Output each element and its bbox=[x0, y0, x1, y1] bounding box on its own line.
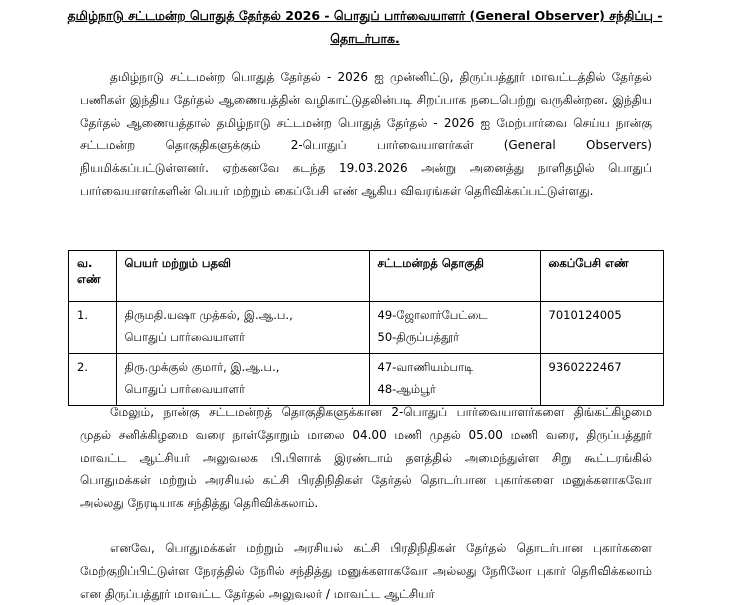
header-serial: வ. எண் bbox=[69, 251, 117, 302]
observers-table bbox=[68, 250, 664, 406]
observer-designation: பொதுப் பார்வையாளர் bbox=[124, 382, 245, 396]
row-mobile: 7010124005 bbox=[540, 302, 663, 354]
table-header-row bbox=[69, 251, 664, 302]
constituency-2: 48-ஆம்பூர் bbox=[377, 382, 436, 396]
table-row bbox=[69, 302, 664, 354]
closing-paragraph: எனவே, பொதுமக்கள் மற்றும் அரசியல் கட்சி பிரதிநிதிகள் தேர்தல் தொடர்பான புகார்களை மேற்குறிப்பிட்டுள்ள நேரத்தில் நேரில் சந்தித்து மனுக்களாகவோ அல்லது நேரிலோ புகார் தெரிவிக்கலாம் என திருப்பத்தூர் மாவட்ட தேர்தல் அலுவலர் / மாவட்ட ஆட்சியர் bbox=[80, 541, 652, 601]
document-title: தமிழ்நாடு சட்டமன்ற பொதுத் தேர்தல் 2026 - பொதுப் பார்வையாளர் (General Observer) சந்திப்பு - தொடர்பாக. bbox=[67, 8, 663, 46]
row-mobile: 9360222467 bbox=[540, 354, 663, 406]
observer-name: திருமதி.யஷா முத்கல், இ.ஆ.ப., bbox=[124, 308, 293, 322]
row-serial: 1. bbox=[69, 302, 117, 354]
observer-designation: பொதுப் பார்வையாளர் bbox=[124, 330, 245, 344]
row-constituency-cell bbox=[369, 354, 540, 406]
header-name: பெயர் மற்றும் பதவி bbox=[116, 251, 369, 302]
table-row bbox=[69, 354, 664, 406]
intro-paragraph: தமிழ்நாடு சட்டமன்ற பொதுத் தேர்தல் - 2026 ஐ முன்னிட்டு, திருப்பத்தூர் மாவட்டத்தில் தேர்தல் பணிகள் இந்திய தேர்தல் ஆணையத்தின் வழிகாட்டுதலின்படி சிறப்பாக நடைபெற்று வருகின்றன. இந்திய தேர்தல் ஆணையத்தால் தமிழ்நாடு சட்டமன்ற பொதுத் தேர்தல் - 2026 ஐ மேற்பார்வை செய்ய நான்கு சட்டமன்ற தொகுதிகளுக்கும் 2-பொதுப் பார்வையாளர்கள் (General Observers) நியமிக்கப்பட்டுள்ளனர். ஏற்கனவே கடந்த 19.03.2026 அன்று அனைத்து நாளிதழில் பொதுப் பார்வையாளர்களின் பெயர் மற்றும் கைப்பேசி எண் ஆகிய விவரங்கள் தெரிவிக்கப்பட்டுள்ளது. bbox=[80, 70, 652, 198]
row-constituency-cell bbox=[369, 302, 540, 354]
constituency-1: 49-ஜோலார்பேட்டை bbox=[377, 308, 488, 322]
constituency-1: 47-வாணியம்பாடி bbox=[377, 360, 474, 374]
meeting-paragraph: மேலும், நான்கு சட்டமன்றத் தொகுதிகளுக்கான 2-பொதுப் பார்வையாளர்களை திங்கட்கிழமை முதல் சனிக்கிழமை வரை நாள்தோறும் மாலை 04.00 மணி முதல் 05.00 மணி வரை, திருப்பத்தூர் மாவட்ட ஆட்சியர் அலுவலக பி.பிளாக் இரண்டாம் தளத்தில் அமைந்துள்ள சிறு கூட்டரங்கில் பொதுமக்கள் மற்றும் அரசியல் கட்சி பிரதிநிதிகள் தேர்தல் தொடர்பான புகார்களை மனுக்களாகவோ அல்லது நேரடியாக சந்தித்து தெரிவிக்கலாம். bbox=[80, 405, 652, 511]
row-name-cell bbox=[116, 354, 369, 406]
constituency-2: 50-திருப்பத்தூர் bbox=[377, 330, 460, 344]
header-mobile: கைப்பேசி எண் bbox=[540, 251, 663, 302]
row-serial: 2. bbox=[69, 354, 117, 406]
observer-name: திரு.முக்குல் குமார், இ.ஆ.ப., bbox=[124, 360, 280, 374]
row-name-cell bbox=[116, 302, 369, 354]
header-constituency: சட்டமன்றத் தொகுதி bbox=[369, 251, 540, 302]
